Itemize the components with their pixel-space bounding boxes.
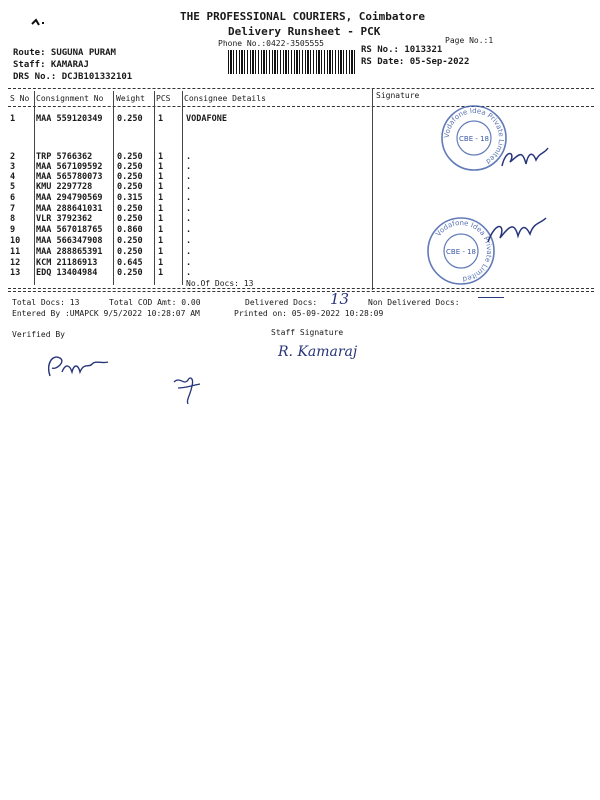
cell-weight: 0.250 xyxy=(117,152,143,162)
cell-consignment: MAA 294790569 xyxy=(36,193,103,203)
receiver-signature-top xyxy=(496,138,556,178)
cell-consignment: MAA 288641031 xyxy=(36,204,103,214)
cell-weight: 0.860 xyxy=(117,225,143,235)
company-name: THE PROFESSIONAL COURIERS, Coimbatore xyxy=(180,10,426,23)
phone-number: Phone No.:0422-3505555 xyxy=(218,39,324,48)
cell-consignee: . xyxy=(186,162,192,172)
corner-scribble xyxy=(30,14,50,33)
cell-consignee: . xyxy=(186,182,192,192)
cell-consignee: . xyxy=(186,204,192,214)
cell-sno: 10 xyxy=(10,236,21,246)
cell-pcs: 1 xyxy=(158,268,164,278)
cell-pcs: 1 xyxy=(158,172,164,182)
cell-consignee: . xyxy=(186,236,192,246)
cell-weight: 0.250 xyxy=(117,247,143,257)
col-divider xyxy=(372,88,373,290)
cell-consignment: MAA 559120349 xyxy=(36,114,103,124)
non-delivered-docs-label: Non Delivered Docs: xyxy=(368,298,460,307)
cell-pcs: 1 xyxy=(158,247,164,257)
cell-sno: 13 xyxy=(10,268,21,278)
cell-weight: 0.250 xyxy=(117,204,143,214)
cell-sno: 4 xyxy=(10,172,16,182)
drs-number: DRS No.: DCJB101332101 xyxy=(13,72,133,82)
receiver-signature-bottom xyxy=(484,212,550,252)
cell-consignment: KMU 2297728 xyxy=(36,182,93,192)
cell-consignee: . xyxy=(186,193,192,203)
cell-sno: 11 xyxy=(10,247,21,257)
col-header-signature: Signature xyxy=(376,91,420,100)
staff-signature-label: Staff Signature xyxy=(271,328,344,337)
cell-consignee: . xyxy=(186,225,192,235)
cell-consignee: VODAFONE xyxy=(186,114,227,124)
svg-text:Vodafone Idea Private Limited: Vodafone Idea Private Limited xyxy=(434,218,494,284)
rs-number: RS No.: 1013321 xyxy=(361,45,443,55)
non-delivered-dash xyxy=(478,297,504,298)
delivered-docs-label: Delivered Docs: xyxy=(245,298,318,307)
cell-consignee: . xyxy=(186,152,192,162)
staff-signature-handwritten: R. Kamaraj xyxy=(278,344,358,360)
svg-text:CBE - 18: CBE - 18 xyxy=(459,135,489,143)
delivered-docs-handwritten: 13 xyxy=(330,290,350,308)
barcode xyxy=(228,50,356,74)
cell-pcs: 1 xyxy=(158,152,164,162)
cell-sno: 9 xyxy=(10,225,16,235)
cell-sno: 3 xyxy=(10,162,16,172)
total-cod-amount: Total COD Amt: 0.00 xyxy=(109,298,201,307)
cell-consignment: MAA 566347908 xyxy=(36,236,103,246)
rs-date: RS Date: 05-Sep-2022 xyxy=(361,57,470,67)
cell-weight: 0.250 xyxy=(117,114,143,124)
cell-weight: 0.250 xyxy=(117,182,143,192)
cell-weight: 0.250 xyxy=(117,172,143,182)
cell-pcs: 1 xyxy=(158,225,164,235)
cell-sno: 1 xyxy=(10,114,16,124)
cell-pcs: 1 xyxy=(158,258,164,268)
cell-sno: 7 xyxy=(10,204,16,214)
cell-weight: 0.250 xyxy=(117,268,143,278)
col-header-weight: Weight xyxy=(116,94,145,103)
col-header-sno: S No xyxy=(10,94,30,103)
col-divider xyxy=(34,91,35,285)
cell-pcs: 1 xyxy=(158,236,164,246)
cell-consignment: TRP 5766362 xyxy=(36,152,93,162)
verified-by-label: Verified By xyxy=(12,330,65,339)
cell-weight: 0.250 xyxy=(117,162,143,172)
col-divider xyxy=(113,91,114,285)
cell-consignee: . xyxy=(186,214,192,224)
cell-consignee: . xyxy=(186,172,192,182)
cell-consignment: MAA 565780073 xyxy=(36,172,103,182)
cell-consignee: . xyxy=(186,247,192,257)
printed-on: Printed on: 05-09-2022 10:28:09 xyxy=(234,309,384,318)
col-header-consignment: Consignment No xyxy=(36,94,104,103)
cell-sno: 12 xyxy=(10,258,21,268)
entered-by: Entered By :UMAPCK 9/5/2022 10:28:07 AM xyxy=(12,309,200,318)
total-docs: Total Docs: 13 xyxy=(12,298,80,307)
summary-top-rule-2 xyxy=(8,291,594,292)
no-of-docs: No.Of Docs: 13 xyxy=(186,279,254,288)
cell-pcs: 1 xyxy=(158,182,164,192)
table-top-rule xyxy=(8,88,594,89)
route-label: Route: SUGUNA PURAM xyxy=(13,48,116,58)
cell-consignment: VLR 3792362 xyxy=(36,214,93,224)
initials-signature xyxy=(170,366,210,406)
svg-text:Vodafone Idea Private Limited: Vodafone Idea Private Limited xyxy=(442,106,506,166)
cell-weight: 0.250 xyxy=(117,214,143,224)
cell-weight: 0.645 xyxy=(117,258,143,268)
cell-consignment: MAA 567109592 xyxy=(36,162,103,172)
cell-consignment: MAA 288865391 xyxy=(36,247,103,257)
cell-sno: 5 xyxy=(10,182,16,192)
cell-consignment: KCM 21186913 xyxy=(36,258,98,268)
cell-pcs: 1 xyxy=(158,162,164,172)
col-header-consignee: Consignee Details xyxy=(184,94,266,103)
cell-weight: 0.250 xyxy=(117,236,143,246)
cell-sno: 2 xyxy=(10,152,16,162)
cell-pcs: 1 xyxy=(158,114,164,124)
staff-label: Staff: KAMARAJ xyxy=(13,60,89,70)
document-title: Delivery Runsheet - PCK xyxy=(228,25,381,38)
cell-weight: 0.315 xyxy=(117,193,143,203)
cell-sno: 6 xyxy=(10,193,16,203)
col-divider xyxy=(182,91,183,285)
cell-consignee: . xyxy=(186,268,192,278)
col-divider xyxy=(154,91,155,285)
cell-sno: 8 xyxy=(10,214,16,224)
summary-top-rule xyxy=(8,288,594,289)
verifier-signature xyxy=(42,344,122,384)
col-header-pcs: PCS xyxy=(156,94,171,103)
cell-pcs: 1 xyxy=(158,214,164,224)
cell-pcs: 1 xyxy=(158,193,164,203)
svg-text:CBE - 18: CBE - 18 xyxy=(446,248,476,256)
page-number: Page No.:1 xyxy=(445,36,494,45)
cell-consignee: . xyxy=(186,258,192,268)
cell-consignment: EDQ 13404984 xyxy=(36,268,98,278)
cell-pcs: 1 xyxy=(158,204,164,214)
cell-consignment: MAA 567018765 xyxy=(36,225,103,235)
